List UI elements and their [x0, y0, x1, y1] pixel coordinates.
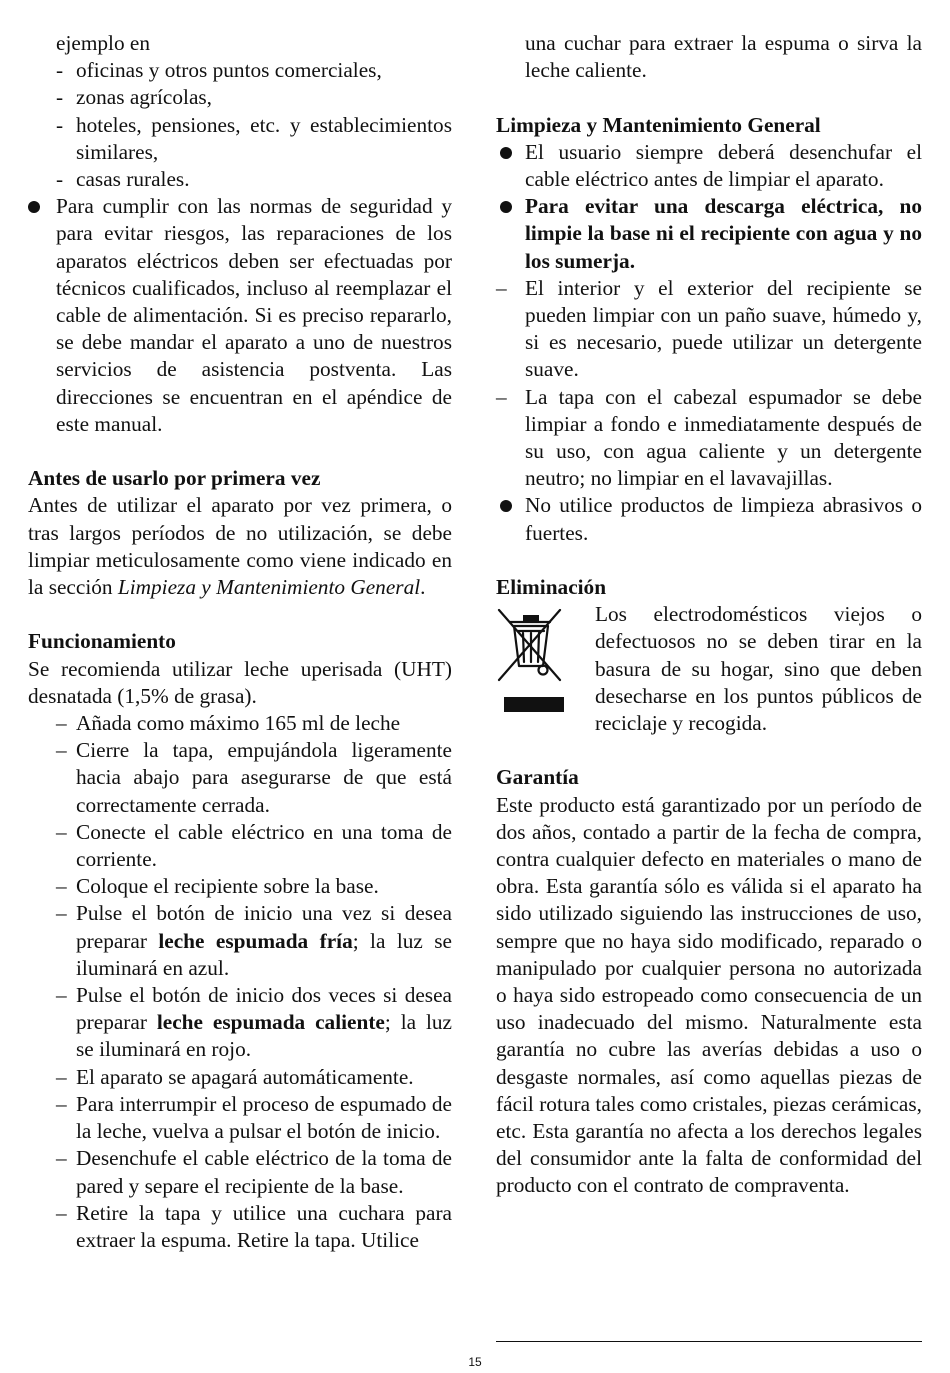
operation-step: – Para interrumpir el proceso de espumado de la leche, vuelva a pulsar el botón de inicio. [56, 1091, 452, 1144]
page-number: 15 [468, 1355, 482, 1369]
section-heading-disposal: Eliminación [496, 575, 607, 600]
example-item: - hoteles, pensiones, etc. y establecimientos similares, [56, 112, 452, 164]
cleaning-tip: – La tapa con el cabezal espumador se debe limpiar a fondo e inmediatamente después de su uso, con agua caliente y un detergente neutro; no limpiar en el lavavajillas. [496, 384, 922, 491]
operation-step: – Desenchufe el cable eléctrico de la toma de pared y separe el recipiente de la base. [56, 1146, 452, 1198]
bullet-icon [500, 500, 512, 512]
operation-step: – Añada como máximo 165 ml de leche [56, 711, 401, 736]
operation-intro: Se recomienda utilizar leche uperisada (UHT) desnatada (1,5% de grasa). [28, 656, 452, 708]
repair-note: Para cumplir con las normas de seguridad y para evitar riesgos, las reparaciones de los aparatos eléctricos deben ser efectuadas por técnicos cualificados, incluso al reemplazar el cable de alimentación. Si es preciso repararlo, se debe mandar el aparato a uno de nuestros servicios de asistencia postventa. Las direcciones se encuentran en el apéndice de este manual. [28, 193, 452, 438]
operation-step: – Coloque el recipiente sobre la base. [56, 874, 379, 899]
section-heading-cleaning: Limpieza y Mantenimiento General [496, 112, 821, 137]
section-heading-operation: Funcionamiento [28, 629, 176, 654]
section-heading-first-use: Antes de usarlo por primera vez [28, 466, 321, 491]
right-column [496, 30, 922, 1200]
cleaning-tip: – El interior y el exterior del recipiente se pueden limpiar con un paño suave, húmedo y, si es necesario, puede utilizar un detergente suave. [496, 275, 922, 382]
operation-step: – El aparato se apagará automáticamente. [56, 1064, 414, 1089]
left-column [28, 30, 452, 1254]
example-item: - oficinas y otros puntos comerciales, [56, 58, 382, 83]
footer-rule [496, 1341, 922, 1342]
bullet-icon [500, 147, 512, 159]
first-use-text: Antes de utilizar el aparato por vez primera, o tras largos períodos de no utilización, se debe limpiar meticulosamente como viene indicado en la sección Limpieza y Mantenimiento General. [28, 493, 452, 600]
operation-step: – Conecte el cable eléctrico en una toma de corriente. [56, 819, 452, 872]
crossed-out-wheelie-bin-icon [496, 604, 568, 714]
example-item: - zonas agrícolas, [56, 85, 213, 110]
cleaning-warning: Para evitar una descarga eléctrica, no limpie la base ni el recipiente con agua y no los sumerja. [496, 193, 922, 275]
disposal-text: Los electrodomésticos viejos o defectuosos no se deben tirar en la basura de su hogar, sino que deben desecharse en los puntos públicos de reciclaje y recogida. [595, 602, 922, 736]
bullet-icon [28, 201, 40, 213]
step-continuation: una cuchar para extraer la espuma o sirva la leche caliente. [525, 31, 922, 83]
bullet-icon [500, 201, 512, 213]
section-heading-warranty: Garantía [496, 765, 579, 790]
operation-step: – Retire la tapa y utilice una cuchara para extraer la espuma. Retire la tapa. Utilice [56, 1200, 452, 1252]
examples-intro: ejemplo en [56, 31, 151, 55]
operation-step-hot: – Pulse el botón de inicio dos veces si desea preparar leche espumada caliente; la luz se iluminará en rojo. [56, 983, 453, 1062]
operation-step: – Cierre la tapa, empujándola ligeramente hacia abajo para asegurarse de que está correctamente cerrada. [56, 738, 452, 817]
operation-step-cold: – Pulse el botón de inicio una vez si desea preparar leche espumada fría; la luz se iluminará en azul. [56, 901, 452, 980]
cleaning-abrasives: No utilice productos de limpieza abrasivos o fuertes. [496, 492, 922, 546]
disposal-block [496, 601, 922, 737]
cleaning-unplug: El usuario siempre deberá desenchufar el cable eléctrico antes de limpiar el aparato. [496, 139, 922, 193]
section-reference: Limpieza y Mantenimiento General [117, 575, 421, 600]
warranty-text: Este producto está garantizado por un período de dos años, contado a partir de la fecha de compra, contra cualquier defecto en materiales o mano de obra. Esta garantía sólo es válida si el aparato ha sido utilizado siguiendo las instrucciones de uso, sempre que no haya sido modificado, reparado o manipulado por cualquier persona no autorizada o haya sido estropeado como consecuencia de un uso inadecuado del mismo. Naturalmente esta garantía no cubre las averías debidas a uso o desgaste normales, así como aquellas piezas de fácil rotura tales como cristales, piezas cerámicas, etc. Esta garantía no afecta a los derechos legales del consumidor ante la falta de conformidad del producto con el contrato de compraventa. [496, 792, 922, 1198]
example-item: - casas rurales. [56, 167, 190, 192]
